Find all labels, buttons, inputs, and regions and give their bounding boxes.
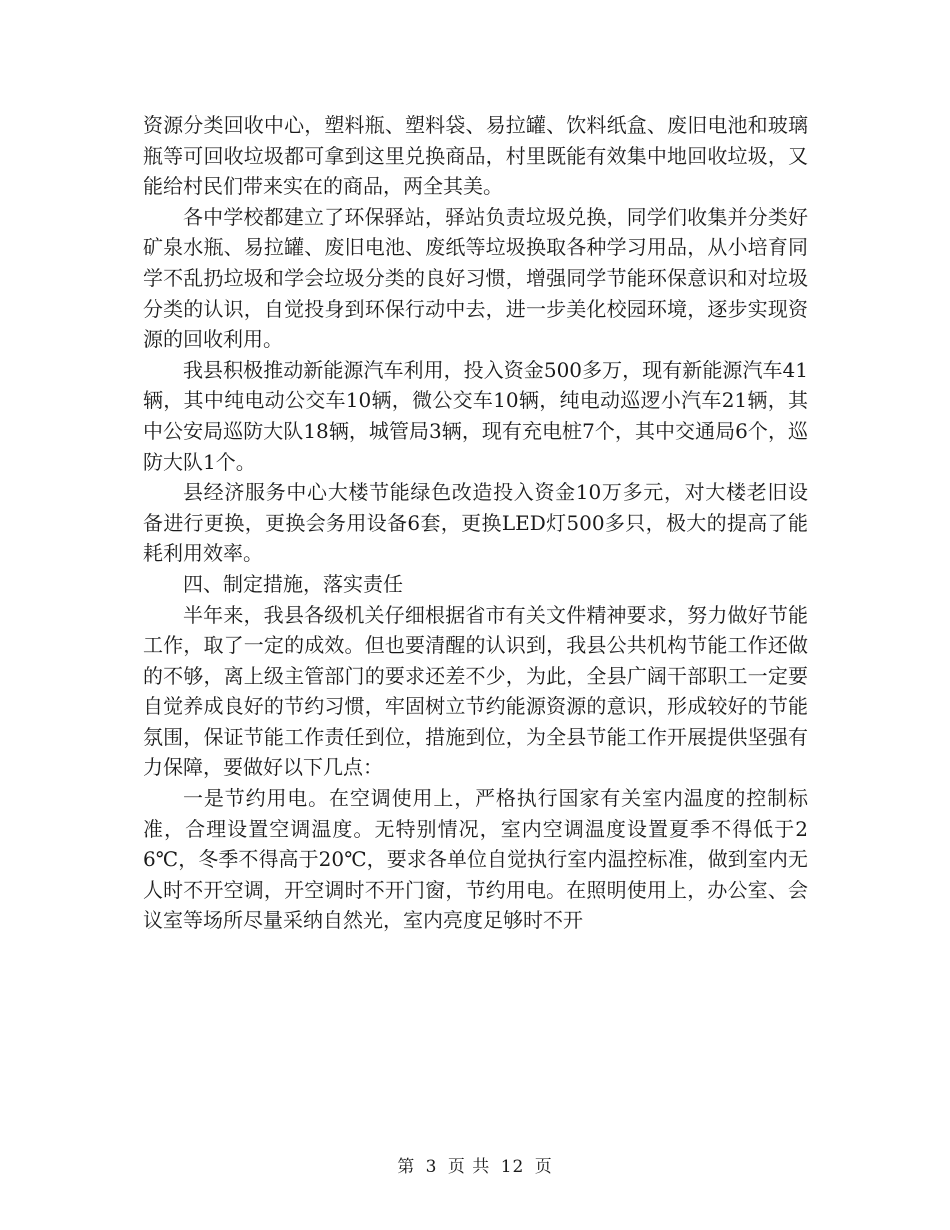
paragraph-5: 半年来，我县各级机关仔细根据省市有关文件精神要求，努力做好节能工作，取了一定的成效。但也要清醒的认识到，我县公共机构节能工作还做的不够，离上级主管部门的要求还差不少，为此，全县广阔干部职工一定要自觉养成良好的节约习惯，牢固树立节约能源资源的意识，形成较好的节能氛围，保证节能工作责任到位，措施到位，为全县节能工作开展提供坚强有力保障，要做好以下几点： <box>143 602 808 780</box>
footer-prefix: 第 <box>397 1157 416 1177</box>
footer-total-pages: 12 <box>500 1157 525 1177</box>
footer-middle: 页 共 <box>447 1157 491 1177</box>
paragraph-6: 一是节约用电。在空调使用上，严格执行国家有关室内温度的控制标准，合理设置空调温度。无特别情况，室内空调温度设置夏季不得低于26℃，冬季不得高于20℃，要求各单位自觉执行室内温控标准，做到室内无人时不开空调，开空调时不开门窗，节约用电。在照明使用上，办公室、会议室等场所尽量采纳自然光，室内亮度足够时不开 <box>143 786 808 933</box>
footer-page-number: 3 <box>425 1157 438 1177</box>
paragraph-2: 各中学校都建立了环保驿站，驿站负责垃圾兑换，同学们收集并分类好矿泉水瓶、易拉罐、废旧电池、废纸等垃圾换取各种学习用品，从小培育同学不乱扔垃圾和学会垃圾分类的良好习惯，增强同学节能环保意识和对垃圾分类的认识，自觉投身到环保行动中去，进一步美化校园环境，逐步实现资源的回收利用。 <box>143 204 808 352</box>
footer-suffix: 页 <box>534 1157 553 1177</box>
paragraph-1: 资源分类回收中心，塑料瓶、塑料袋、易拉罐、饮料纸盒、废旧电池和玻璃瓶等可回收垃圾都可拿到这里兑换商品，村里既能有效集中地回收垃圾，又能给村民们带来实在的商品，两全其美。 <box>143 113 808 199</box>
section-heading: 四、制定措施，落实责任 <box>183 571 403 596</box>
paragraph-3: 我县积极推动新能源汽车利用，投入资金500多万，现有新能源汽车41辆，其中纯电动公交车10辆，微公交车10辆，纯电动巡逻小汽车21辆，其中公安局巡防大队18辆，城管局3辆，现有充电桩7个，其中交通局6个，巡防大队1个。 <box>143 357 808 474</box>
document-body <box>143 110 808 936</box>
paragraph-4: 县经济服务中心大楼节能绿色改造投入资金10万多元，对大楼老旧设备进行更换，更换会务用设备6套，更换LED灯500多只，极大的提高了能耗利用效率。 <box>143 480 808 566</box>
page-footer <box>0 1152 950 1177</box>
